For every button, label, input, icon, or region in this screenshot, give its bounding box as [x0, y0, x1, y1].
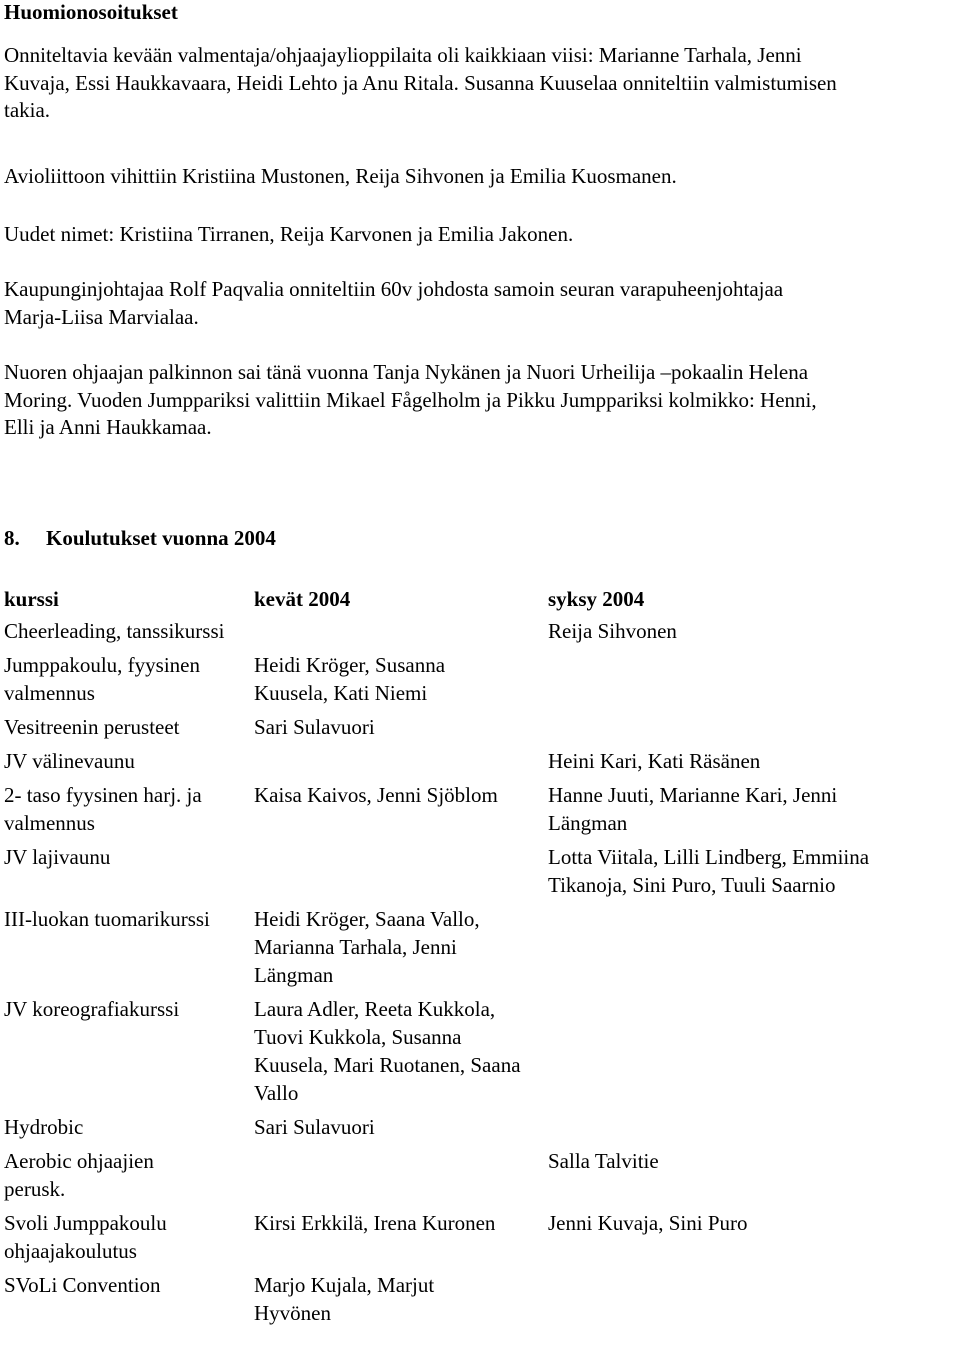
cell-kevat [254, 747, 548, 781]
cell-kevat: Marjo Kujala, Marjut Hyvönen [254, 1273, 435, 1325]
cell-kevat [254, 843, 548, 905]
document-page [4, 0, 956, 1325]
cell-syksy [548, 995, 948, 1113]
paragraph-line: takia. [4, 98, 51, 122]
cell-syksy: Jenni Kuvaja, Sini Puro [548, 1211, 748, 1235]
cell-syksy: Lotta Viitala, Lilli Lindberg, Emmiina Tikanoja, Sini Puro, Tuuli Saarnio [548, 845, 870, 897]
cell-kurssi: Hydrobic [4, 1115, 84, 1139]
cell-kurssi: Cheerleading, tanssikurssi [4, 619, 225, 643]
table-row [4, 617, 948, 651]
cell-syksy: Hanne Juuti, Marianne Kari, Jenni Längman [548, 783, 838, 835]
section-title-text: Koulutukset vuonna 2004 [46, 526, 276, 550]
cell-syksy: Reija Sihvonen [548, 619, 677, 643]
cell-syksy: Heini Kari, Kati Räsänen [548, 749, 761, 773]
header-kevat: kevät 2004 [254, 587, 351, 611]
table-header-row [4, 585, 948, 617]
paragraph-line: Avioliittoon vihittiin Kristiina Mustonen, Reija Sihvonen ja Emilia Kuosmanen. [4, 164, 677, 188]
cell-syksy [548, 1113, 948, 1147]
cell-kevat: Heidi Kröger, Saana Vallo, Marianna Tarhala, Jenni Längman [254, 907, 480, 987]
table-row [4, 781, 948, 843]
cell-kevat: Heidi Kröger, Susanna Kuusela, Kati Niemi [254, 653, 446, 705]
cell-syksy [548, 905, 948, 995]
cell-kurssi: 2- taso fyysinen harj. ja valmennus [4, 783, 202, 835]
cell-kurssi: Aerobic ohjaajien perusk. [4, 1149, 154, 1201]
cell-kevat [254, 1147, 548, 1209]
table-row [4, 747, 948, 781]
table-row [4, 1271, 948, 1333]
cell-kurssi: SVoLi Convention [4, 1273, 161, 1297]
cell-kevat: Sari Sulavuori [254, 715, 375, 739]
cell-kevat: Kirsi Erkkilä, Irena Kuronen [254, 1211, 496, 1235]
paragraph-line: Marja-Liisa Marvialaa. [4, 304, 199, 329]
cell-kurssi: JV lajivaunu [4, 845, 111, 869]
paragraph-line: Kuvaja, Essi Haukkavaara, Heidi Lehto ja Anu Ritala. Susanna Kuuselaa onniteltiin valmistumisen [4, 70, 837, 95]
cell-kurssi: Svoli Jumppakoulu ohjaajakoulutus [4, 1211, 167, 1263]
cell-kevat: Laura Adler, Reeta Kukkola, Tuovi Kukkola, Susanna Kuusela, Mari Ruotanen, Saana Vallo [254, 997, 521, 1105]
table-row [4, 905, 948, 995]
section-number: 8. [4, 526, 20, 550]
header-kurssi: kurssi [4, 587, 59, 611]
paragraph-line: Nuoren ohjaajan palkinnon sai tänä vuonna Tanja Nykänen ja Nuori Urheilija –pokaalin Helena [4, 360, 809, 384]
cell-syksy [548, 713, 948, 747]
heading-huomionosoitukset: Huomionosoitukset [4, 0, 178, 24]
paragraph-line: Onniteltavia kevään valmentaja/ohjaajaylioppilaita oli kaikkiaan viisi: Marianne Tarhala, Jenni [4, 43, 802, 67]
cell-kevat [254, 617, 548, 651]
paragraph-5 [4, 359, 956, 442]
table-row [4, 651, 948, 713]
table-row [4, 843, 948, 905]
paragraph-line: Moring. Vuoden Jumppariksi valittiin Mikael Fågelholm ja Pikku Jumppariksi kolmikko: Henni, [4, 387, 817, 412]
courses-table [4, 585, 948, 1333]
table-row [4, 713, 948, 747]
cell-kurssi: JV koreografiakurssi [4, 997, 180, 1021]
cell-syksy [548, 651, 948, 713]
paragraph-line: Elli ja Anni Haukkamaa. [4, 415, 212, 439]
cell-kurssi: III-luokan tuomarikurssi [4, 907, 210, 931]
cell-syksy [548, 1271, 948, 1333]
cell-kurssi: JV välinevaunu [4, 749, 135, 773]
paragraph-2 [4, 163, 956, 191]
header-syksy: syksy 2004 [548, 587, 645, 611]
table-row [4, 1113, 948, 1147]
cell-syksy: Salla Talvitie [548, 1149, 659, 1173]
paragraph-1 [4, 42, 956, 125]
cell-kurssi: Jumppakoulu, fyysinen valmennus [4, 653, 200, 705]
paragraph-line: Uudet nimet: Kristiina Tirranen, Reija Karvonen ja Emilia Jakonen. [4, 222, 574, 246]
paragraph-4 [4, 276, 956, 331]
cell-kevat: Sari Sulavuori [254, 1115, 375, 1139]
cell-kurssi: Vesitreenin perusteet [4, 715, 180, 739]
cell-kevat: Kaisa Kaivos, Jenni Sjöblom [254, 783, 498, 807]
table-row [4, 1209, 948, 1271]
section-title [4, 524, 276, 552]
paragraph-3 [4, 221, 956, 249]
table-row [4, 995, 948, 1113]
table-row [4, 1147, 948, 1209]
paragraph-line: Kaupunginjohtajaa Rolf Paqvalia onniteltiin 60v johdosta samoin seuran varapuheenjohtajaa [4, 277, 784, 301]
